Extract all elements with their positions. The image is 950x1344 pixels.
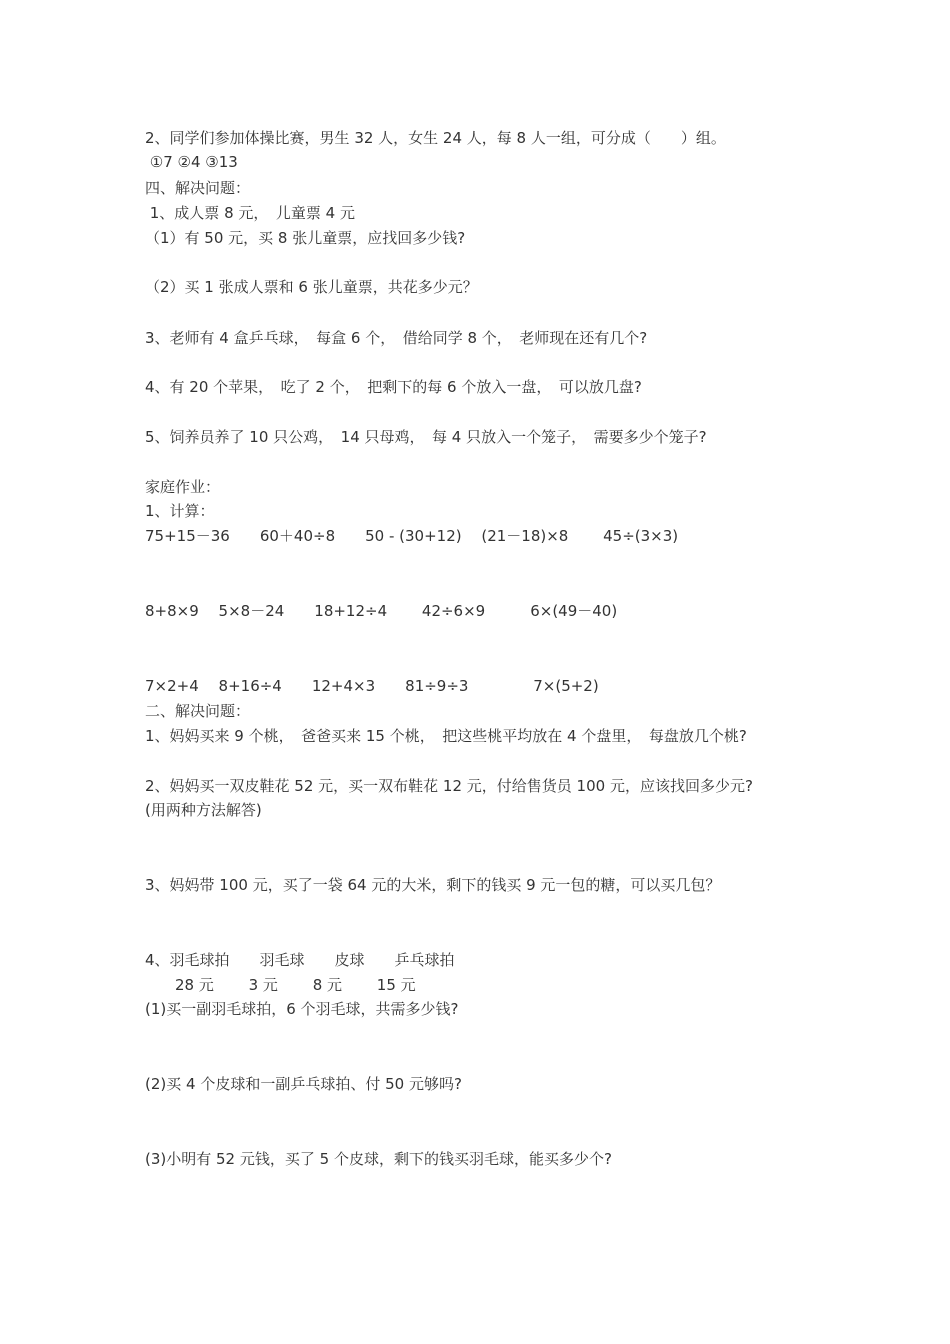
homework-calc-heading: 1、计算：	[145, 502, 215, 520]
section-heading-solve: 四、解决问题：	[145, 179, 251, 197]
hw-problem-4-prices: 28 元 3 元 8 元 15 元	[145, 976, 416, 994]
hw-problem-4-part-3: (3)小明有 52 元钱，买了 5 个皮球，剩下的钱买羽毛球，能买多少个?	[145, 1150, 612, 1168]
hw-problem-4-part-1: (1)买一副羽毛球拍，6 个羽毛球，共需多少钱?	[145, 1000, 459, 1018]
hw-problem-2-shoes: 2、妈妈买一双皮鞋花 52 元，买一双布鞋花 12 元，付给售货员 100 元，应该找回多少元?	[145, 777, 753, 795]
hw-problem-2-note: (用两种方法解答)	[145, 801, 262, 819]
hw-problem-4-part-2: (2)买 4 个皮球和一副乒乓球拍、付 50 元够吗?	[145, 1075, 462, 1093]
calc-row-2: 8+8×9 5×8－24 18+12÷4 42÷6×9 6×(49－40)	[145, 602, 618, 620]
problem-4-apples: 4、有 20 个苹果， 吃了 2 个， 把剩下的每 6 个放入一盘， 可以放几盘?	[145, 378, 642, 396]
problem-1-tickets: 1、成人票 8 元， 儿童票 4 元	[145, 204, 355, 222]
problem-1-part-2: （2）买 1 张成人票和 6 张儿童票，共花多少元？	[145, 278, 478, 296]
question-2-grouping: 2、同学们参加体操比赛，男生 32 人，女生 24 人，每 8 人一组，可分成（ ）组。	[145, 129, 726, 147]
problem-1-part-1: （1）有 50 元，买 8 张儿童票，应找回多少钱?	[145, 229, 466, 247]
question-2-options: ①7 ②4 ③13	[145, 153, 238, 171]
calc-row-1: 75+15－36 60＋40÷8 50 - (30+12) (21－18)×8 45÷(3×3)	[145, 527, 679, 545]
problem-5-chickens: 5、饲养员养了 10 只公鸡， 14 只母鸡， 每 4 只放入一个笼子， 需要多少个笼子?	[145, 428, 707, 446]
problem-3-pingpong: 3、老师有 4 盒乒乓球， 每盒 6 个， 借给同学 8 个， 老师现在还有几个?	[145, 329, 648, 347]
hw-problem-1-peaches: 1、妈妈买来 9 个桃， 爸爸买来 15 个桃， 把这些桃平均放在 4 个盘里， 每盘放几个桃?	[145, 727, 747, 745]
section-heading-solve-2: 二、解决问题：	[145, 702, 251, 720]
hw-problem-3-rice: 3、妈妈带 100 元，买了一袋 64 元的大米，剩下的钱买 9 元一包的糖，可以买几包？	[145, 876, 721, 894]
homework-heading: 家庭作业：	[145, 478, 221, 496]
calc-row-3: 7×2+4 8+16÷4 12+4×3 81÷9÷3 7×(5+2)	[145, 677, 599, 695]
hw-problem-4-items: 4、羽毛球拍 羽毛球 皮球 乒乓球拍	[145, 951, 455, 969]
